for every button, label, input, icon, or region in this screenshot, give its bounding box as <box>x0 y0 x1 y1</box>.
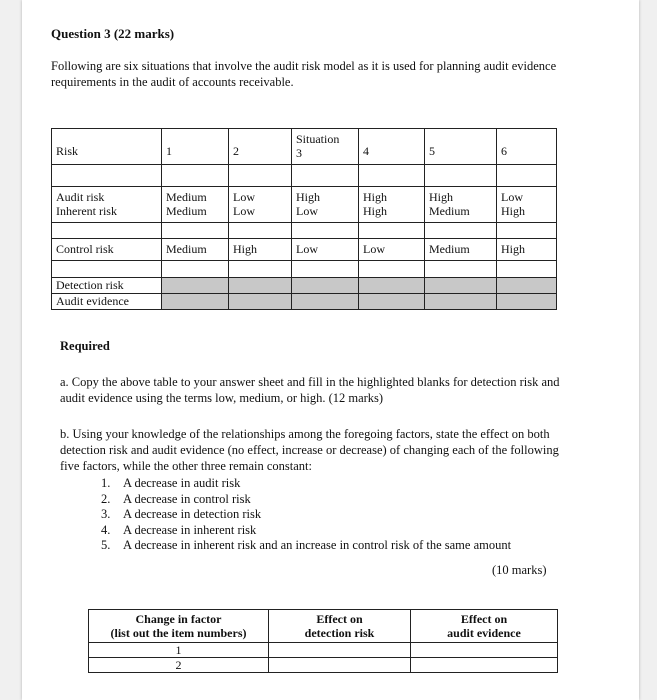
blank-cell <box>359 294 425 310</box>
question-title: Question 3 (22 marks) <box>51 26 175 41</box>
detection-risk-header: Effect on detection risk <box>269 610 411 643</box>
factor-list <box>101 476 511 554</box>
audit-evidence-header: Effect on audit evidence <box>411 610 558 643</box>
answer-table <box>88 609 558 673</box>
part-b-marks: (10 marks) <box>492 563 547 577</box>
question-intro: Following are six situations that involve the audit risk model as it is used for planning audit evidence requirements in the audit of accounts receivable. <box>51 59 557 89</box>
situation-6: 6 <box>497 129 557 165</box>
situation-4: 4 <box>359 129 425 165</box>
blank-cell <box>162 278 229 294</box>
part-b-text: b. Using your knowledge of the relationships among the foregoing factors, state the effect on both detection risk and audit evidence (no effect, increase or decrease) of changing each of the following five factors, while the other three remain constant: <box>60 427 559 473</box>
situation-2: 2 <box>229 129 292 165</box>
blank-cell <box>425 294 497 310</box>
answer-table-header-row <box>89 610 558 643</box>
blank-cell <box>359 278 425 294</box>
situation-5: 5 <box>425 129 497 165</box>
list-item: 5. A decrease in inherent risk and an increase in control risk of the same amount <box>101 538 512 552</box>
blank-cell <box>425 278 497 294</box>
detection-risk-row <box>52 278 557 294</box>
audit-evidence-row <box>52 294 557 310</box>
blank-cell <box>229 278 292 294</box>
control-risk-label: Control risk <box>52 239 162 261</box>
list-item: 1. A decrease in audit risk <box>101 476 241 490</box>
blank-cell <box>292 278 359 294</box>
table-row: 2 <box>89 658 558 673</box>
required-heading: Required <box>60 339 110 353</box>
part-a-text: a. Copy the above table to your answer sheet and fill in the highlighted blanks for detection risk and audit evidence using the terms low, medium, or high. (12 marks) <box>60 375 560 405</box>
table-row: 1 <box>89 643 558 658</box>
risk-table-header-row <box>52 129 557 165</box>
control-risk-row: Control risk Medium High Low Low Medium High <box>52 239 557 261</box>
blank-cell <box>497 294 557 310</box>
list-item: 2. A decrease in control risk <box>101 491 251 506</box>
blank-cell <box>497 278 557 294</box>
audit-risk-label: Audit risk <box>56 190 105 204</box>
blank-cell <box>292 294 359 310</box>
detection-risk-label: Detection risk <box>52 278 162 294</box>
change-in-factor-header: Change in factor (list out the item numbers) <box>89 610 269 643</box>
audit-inherent-row: Audit risk Inherent risk Medium Medium Low Low High Low High High High Medium Low High <box>52 187 557 223</box>
situation-label: Situation <box>296 132 340 146</box>
situation-3: Situation 3 <box>292 129 359 165</box>
list-item: 3. A decrease in detection risk <box>101 507 262 521</box>
blank-cell <box>229 294 292 310</box>
document-page <box>22 0 639 700</box>
blank-cell <box>162 294 229 310</box>
list-item: 4. A decrease in inherent risk <box>101 522 257 537</box>
risk-table <box>51 128 557 310</box>
inherent-risk-label: Inherent risk <box>56 204 117 218</box>
situation-1: 1 <box>162 129 229 165</box>
risk-header: Risk <box>52 129 162 165</box>
audit-evidence-label: Audit evidence <box>52 294 162 310</box>
